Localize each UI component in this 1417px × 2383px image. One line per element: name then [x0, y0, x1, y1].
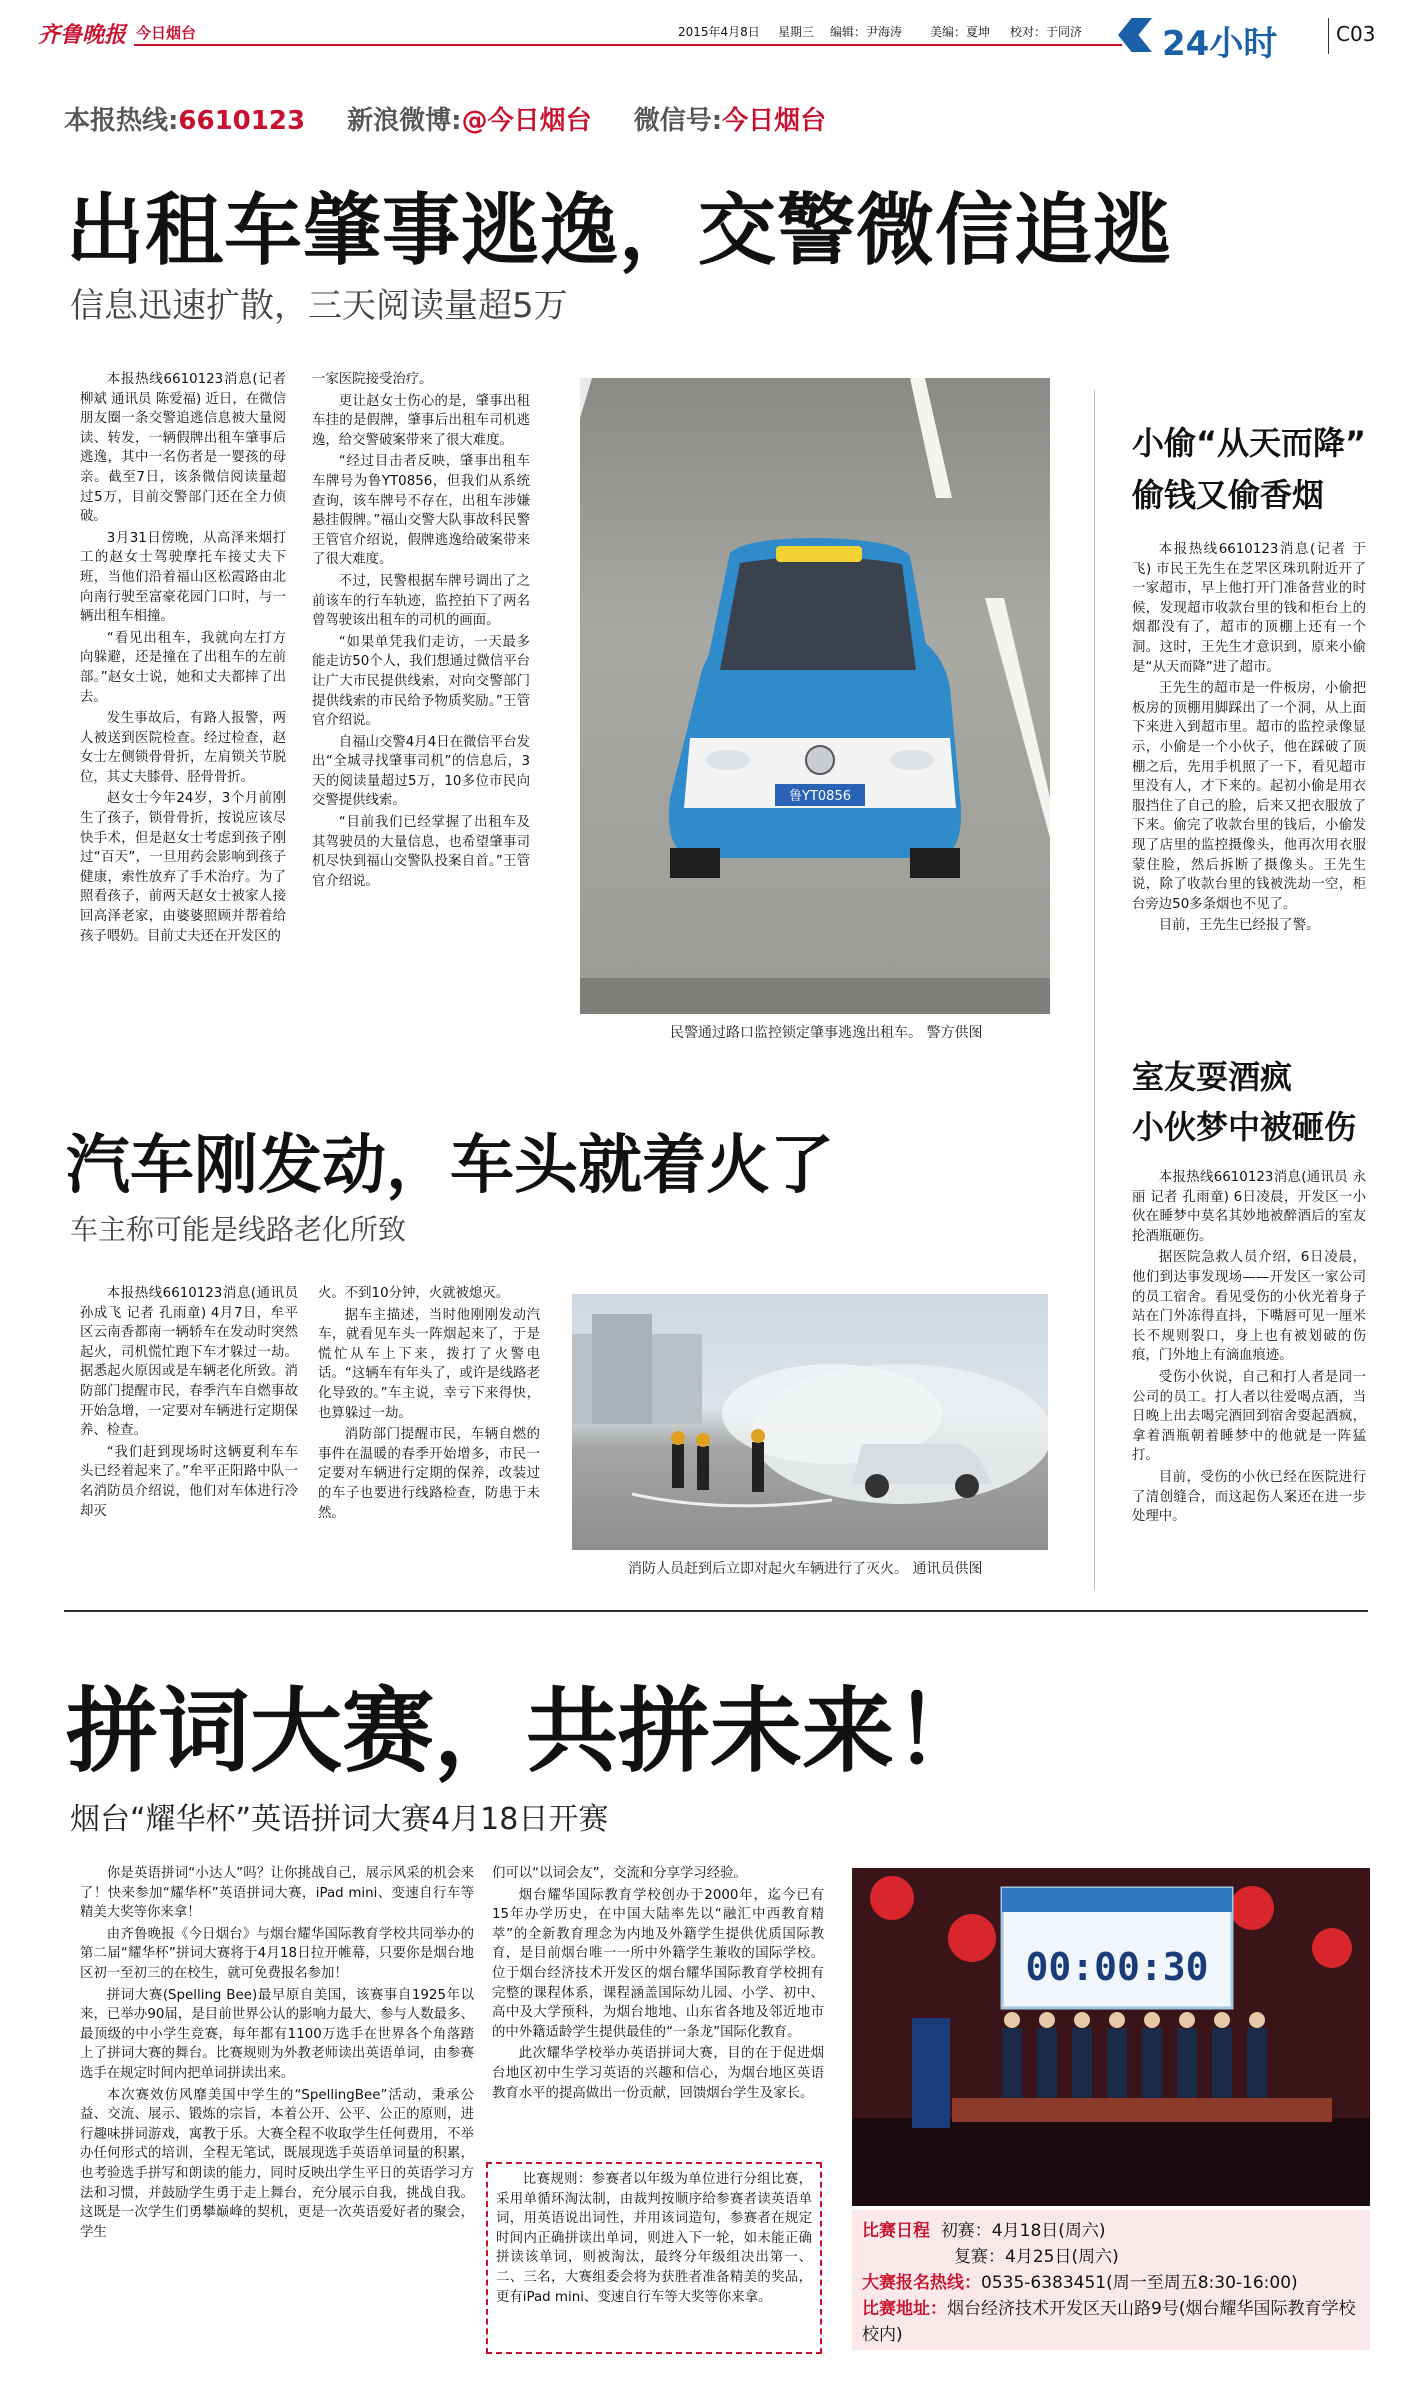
proofreader: 校对：于同济 — [1010, 25, 1083, 39]
fire-illustration — [572, 1294, 1048, 1550]
hotline-label: 本报热线: — [64, 106, 179, 136]
rules-box — [486, 2162, 822, 2354]
paragraph: “如果单凭我们走访，一天最多能走访50个人，我们想通过微信平台让广大市民提供线索，对向交警部门提供线索的市民给予物质奖励。”王管官介绍说。 — [312, 634, 530, 729]
paragraph: 消防部门提醒市民，车辆自燃的事件在温暖的春季开始增多，市民一定要对车辆进行定期的保养，改装过的车子也要进行线路检查，防患于未然。 — [318, 1427, 540, 1521]
plate-number: 鲁YT0856 — [789, 789, 851, 804]
article1-column2 — [312, 370, 530, 893]
countdown-timer: 00:00:30 — [1025, 1945, 1209, 1989]
article2-headline-line1: 小偷“从天而降” — [1132, 424, 1367, 462]
paragraph: 本报热线6610123消息(记者 柳斌 通讯员 陈爱福) 近日，在微信朋友圈一条交警追逃信息被大量阅读、转发，一辆假牌出租车肇事后逃逸，其中一名伤者是一婴孩的母亲。截至7日，该条微信阅读量超过5万，目前交警部门还在全力侦破。 — [80, 372, 286, 525]
page-number: C03 — [1336, 22, 1376, 46]
taxi-photo — [580, 378, 1050, 1014]
article1-headline: 出租车肇事逃逸，交警微信追逃 — [66, 185, 1173, 276]
column-title: 24小时 — [1162, 24, 1278, 64]
paragraph: 一家医院接受治疗。 — [312, 372, 433, 387]
paragraph: 火。不到10分钟，火就被熄灭。 — [318, 1286, 510, 1301]
stage-illustration — [852, 1868, 1370, 2206]
paragraph: 更让赵女士伤心的是，肇事出租车挂的是假牌，肇事后出租车司机逃逸，给交警破案带来了很大难度。 — [312, 393, 530, 448]
paragraph: 目前，受伤的小伙已经在医院进行了清创缝合，而这起伤人案还在进一步处理中。 — [1132, 1469, 1366, 1525]
paragraph: 赵女士今年24岁，3个月前刚生了孩子，锁骨骨折，按说应该尽快手术，但是赵女士考虑到孩子刚过“百天”，一旦用药会影响到孩子健康，索性放弃了手术治疗。为了照看孩子，前两天赵女士被家人接回高泽老家，由婆婆照顾并帮着给孩子喂奶。目前丈夫还在开发区的 — [80, 791, 286, 944]
paragraph: 据车主描述，当时他刚刚发动汽车，就看见车头一阵烟起来了，于是慌忙从车上下来，拨打了火警电话。“这辆车有年头了，或许是线路老化导致的。”车主说，幸亏下来得快，也算躲过一劫。 — [318, 1307, 540, 1421]
taxi-illustration — [580, 378, 1050, 1014]
article2-headline-line2: 偷钱又偷香烟 — [1132, 476, 1325, 514]
paragraph: 发生事故后，有路人报警，两人被送到医院检查。经过检查，赵女士左侧锁骨骨折，左肩锁关节脱位，其丈夫膝骨、胫骨骨折。 — [80, 711, 286, 785]
paragraph: 本报热线6610123消息(通讯员 孙成飞 记者 孔雨童) 4月7日，牟平区云南香都南一辆轿车在发动时突然起火，司机慌忙跑下车才躲过一劫。据悉起火原因或是车辆老化所致。消防部门提醒市民，春季汽车自燃事故开始急增，一定要对车辆进行定期保养、检查。 — [80, 1286, 298, 1439]
signup-hotline: 0535-6383451(周一至周五8:30-16:00) — [981, 2273, 1298, 2293]
address-label: 比赛地址： — [862, 2299, 947, 2319]
article4-column2 — [318, 1284, 540, 1525]
prelim-date: 初赛：4月18日(周六) — [940, 2221, 1106, 2241]
article4-column1 — [80, 1284, 298, 1523]
issue-date: 2015年4月8日 — [678, 25, 760, 39]
weibo-handle: @今日烟台 — [461, 106, 592, 136]
header-rule — [134, 44, 1122, 46]
column-divider — [1094, 390, 1095, 1590]
section-separator — [64, 1610, 1368, 1612]
photo-caption: 消防人员赶到后立即对起火车辆进行了灭火。 通讯员供图 — [628, 1561, 983, 1577]
article1-subhead: 信息迅速扩散，三天阅读量超5万 — [70, 286, 568, 326]
paragraph: “经过目击者反映，肇事出租车车牌号为鲁YT0856，但我们从系统查询，该车牌号不存在，出租车涉嫌悬挂假牌。”福山交警大队事故科民警王管官介绍说，假牌逃逸给破案带来了很大难度。 — [312, 454, 530, 568]
article5-column2 — [492, 1864, 824, 2105]
paragraph: 自福山交警4月4日在微信平台发出“全城寻找肇事司机”的信息后，3天的阅读量超过5万，10多位市民向交警提供线索。 — [312, 734, 530, 809]
article5-subhead: 烟台“耀华杯”英语拼词大赛4月18日开赛 — [70, 1802, 609, 1837]
issue-weekday: 星期三 — [778, 25, 815, 39]
article4-headline: 汽车刚发动，车头就着火了 — [66, 1129, 834, 1203]
paragraph: 拼词大赛(Spelling Bee)最早原自美国，该赛事自1925年以来，已举办90届，是目前世界公认的影响力最大、参与人数最多、最顶级的中小学生竞赛，每年都有1100万选手在世界各个角落踏上了拼词大赛的舞台。比赛规则为外教老师读出英语单词，由参赛选手在规定时间内把单词拼读出来。 — [80, 1987, 474, 2081]
article4-subhead: 车主称可能是线路老化所致 — [70, 1213, 407, 1246]
schedule-row — [862, 2244, 1360, 2270]
schedule-panel — [852, 2210, 1370, 2350]
paragraph: 由齐鲁晚报《今日烟台》与烟台耀华国际教育学校共同举办的第二届“耀华杯”拼词大赛将于4月18日拉开帷幕，只要你是烟台地区初一至初三的在校生，就可免费报名参加！ — [80, 1926, 474, 1981]
article5-headline: 拼词大赛，共拼未来！ — [66, 1677, 987, 1785]
paragraph: 不过，民警根据车牌号调出了之前该车的行车轨迹，监控拍下了两名曾驾驶该出租车的司机的画面。 — [312, 573, 530, 629]
hotline-number: 6610123 — [178, 106, 306, 136]
article2-body — [1132, 540, 1366, 938]
paragraph: 本次赛效仿风靡美国中学生的“SpellingBee”活动，秉承公益、交流、展示、锻炼的宗旨，本着公开、公平、公正的原则，进行趣味拼词游戏，寓教于乐。大赛全程不收取学生任何费用，不举办任何形式的培训，全程无笔试，既展现选手英语单词量的积累，也考验选手拼写和朗读的能力，同时反映出学生平日的英语学习方法和习惯，并鼓励学生勇于走上舞台，充分展示自我，挑战自我。这既是一次学生们勇攀巅峰的契机，更是一次英语爱好者的聚会，学生 — [80, 2087, 474, 2240]
paragraph: 受伤小伙说，自己和打人者是同一公司的员工。打人者以往爱喝点酒，当日晚上出去喝完酒回到宿舍耍起酒疯，拿着酒瓶朝着睡梦中的他就是一阵猛打。 — [1132, 1369, 1366, 1464]
chevron-icon — [1118, 18, 1152, 52]
rules-text: 比赛规则：参赛者以年级为单位进行分组比赛，采用单循环淘汰制，由裁判按顺序给参赛者读英语单词，用英语说出词性，并用该词造句，参赛者在规定时间内正确拼读出单词，则进入下一轮，如未能正确拼读该单词，则被淘汰，最终分年级组决出第一、二、三名，大赛组委会将为获胜者准备精美的奖品，更有iPad mini、变速自行车等大奖等你来拿。 — [496, 2172, 812, 2305]
paragraph: “目前我们已经掌握了出租车及其驾驶员的大量信息，也希望肇事司机尽快到福山交警队投案自首。”王管官介绍说。 — [312, 815, 530, 889]
paragraph: 此次耀华学校举办英语拼词大赛，目的在于促进烟台地区初中生学习英语的兴趣和信心，为烟台地区英语教育水平的提高做出一份贡献，回馈烟台学生及家长。 — [492, 2046, 824, 2101]
fire-photo — [572, 1294, 1048, 1550]
paragraph: “看见出租车，我就向左打方向躲避，还是撞在了出租车的左前部。”赵女士说，她和丈夫都摔了出去。 — [80, 630, 286, 705]
article1-column1 — [80, 370, 286, 948]
article3-headline-line2: 小伙梦中被砸伤 — [1132, 1108, 1357, 1146]
art-editor: 美编：夏坤 — [930, 25, 991, 39]
paragraph: 你是英语拼词“小达人”吗？让你挑战自己，展示风采的机会来了！快来参加“耀华杯”英语拼词大赛，iPad mini、变速自行车等精美大奖等你来拿！ — [80, 1866, 474, 1921]
paragraph: 本报热线6610123消息(记者 于飞) 市民王先生在芝罘区珠玑附近开了一家超市，早上他打开门准备营业的时候，发现超市收款台里的钱和柜台上的烟都没有了，超市的顶棚上还有一个洞。这时，王先生才意识到，原来小偷是“从天而降”进了超市。 — [1132, 542, 1366, 675]
paragraph: 3月31日傍晚，从高泽来烟打工的赵女士驾驶摩托车接丈夫下班，当他们沿着福山区松霞路由北向南行驶至富豪花园门口时，与一辆出租车相撞。 — [80, 530, 286, 625]
paragraph: “我们赶到现场时这辆夏利车车头已经着起来了。”牟平正阳路中队一名消防员介绍说，他们对车体进行冷却灭 — [80, 1444, 298, 1519]
address-row — [862, 2296, 1360, 2348]
signup-label: 大赛报名热线： — [862, 2273, 981, 2293]
paragraph: 本报热线6610123消息(通讯员 永丽 记者 孔雨童) 6日凌晨，开发区一小伙在睡梦中莫名其妙地被醉酒后的室友抡酒瓶砸伤。 — [1132, 1170, 1366, 1244]
editor: 编辑：尹海涛 — [830, 25, 903, 39]
paragraph: 目前，王先生已经报了警。 — [1158, 918, 1320, 934]
section-tag: 今日烟台 — [136, 24, 197, 42]
photo-caption: 民警通过路口监控锁定肇事逃逸出租车。 警方供图 — [670, 1025, 983, 1041]
contact-bar — [64, 100, 964, 136]
wechat-label: 微信号: — [633, 106, 723, 136]
article3-headline-line1: 室友耍酒疯 — [1132, 1058, 1293, 1096]
stage-photo — [852, 1868, 1370, 2206]
paragraph: 们可以“以词会友”，交流和分享学习经验。 — [492, 1866, 747, 1881]
wechat-id: 今日烟台 — [722, 106, 827, 136]
newspaper-logo: 齐鲁晚报 — [38, 22, 127, 48]
schedule-label: 比赛日程 — [862, 2221, 930, 2241]
signup-row — [862, 2270, 1360, 2296]
address-value: 烟台经济技术开发区天山路9号(烟台耀华国际教育学校校内) — [862, 2299, 1356, 2345]
masthead — [38, 14, 1376, 64]
page-divider — [1328, 18, 1329, 54]
schedule-row — [862, 2218, 1360, 2244]
paragraph: 烟台耀华国际教育学校创办于2000年，迄今已有15年办学历史，在中国大陆率先以“融汇中西教育精萃”的全新教育理念为内地及外籍学生提供优质国际教育，是目前烟台唯一一所中外籍学生兼收的国际学校。位于烟台经济技术开发区的烟台耀华国际教育学校拥有完整的课程体系，课程涵盖国际幼儿园、小学、初中、高中及大学预科，为烟台地地、山东省各地及邻近地市的中外籍适龄学生提供最佳的“一条龙”国际化教育。 — [492, 1887, 824, 2040]
weibo-label: 新浪微博: — [347, 106, 462, 136]
article3-body — [1132, 1168, 1366, 1529]
column-banner — [1118, 14, 1322, 64]
article5-column1 — [80, 1864, 474, 2244]
paragraph: 据医院急救人员介绍，6日凌晨，他们到达事发现场——开发区一家公司的员工宿舍。看见受伤的小伙光着身子站在门外冻得直抖，下嘴唇可见一厘米长不规则裂口，身上也有被划破的伤痕，门外地上有滴血痕迹。 — [1132, 1250, 1366, 1364]
final-date: 复赛：4月25日(周六) — [954, 2247, 1119, 2267]
paragraph: 王先生的超市是一件板房，小偷把板房的顶棚用脚踩出了一个洞，从上面下来进入到超市里。超市的监控录像显示，小偷是一个小伙子，他在踩破了顶棚之后，先用手机照了一下，看见超市里没有人，才下来的。起初小偷是用衣服挡住了自己的脸，后来又把衣服放了下来。偷完了收款台里的钱后，小偷发现了店里的监控摄像头，他再次用衣服蒙住脸，然后拆断了摄像头。王先生说，除了收款台里的钱被洗劫一空，柜台旁边50多条烟也不见了。 — [1132, 681, 1366, 912]
